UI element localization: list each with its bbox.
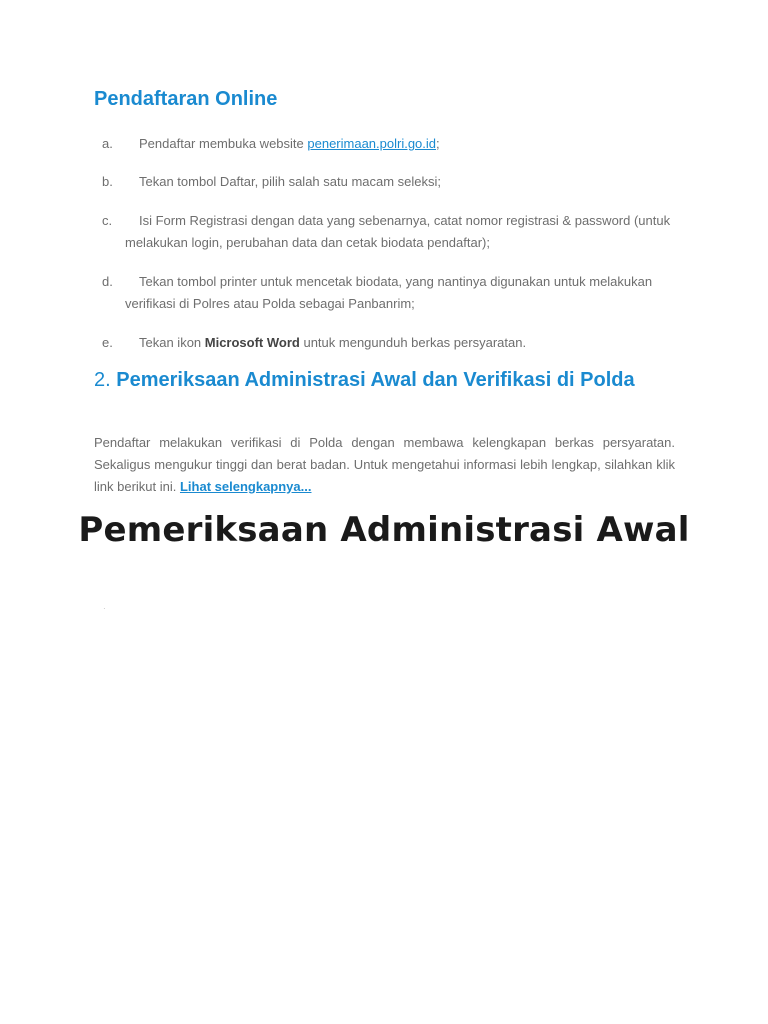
list-item-text bbox=[125, 332, 675, 354]
see-more-link[interactable]: Lihat selengkapnya... bbox=[179, 479, 312, 494]
step-e-text: Tekan ikon bbox=[139, 335, 205, 350]
section-heading-pendaftaran-online: Pendaftaran Online bbox=[94, 88, 278, 110]
list-marker: d. bbox=[102, 274, 113, 289]
list-marker: a. bbox=[102, 136, 113, 151]
step-a-text: Pendaftar membuka website bbox=[139, 136, 308, 151]
section-title: Pemeriksaan Administrasi Awal dan Verifikasi di Polda bbox=[116, 369, 635, 391]
stray-dot: · bbox=[103, 604, 106, 613]
list-item-text: Tekan tombol printer untuk mencetak biodata, yang nantinya digunakan untuk melakukan verifikasi di Polres atau Polda sebagai Panbanrim; bbox=[125, 274, 653, 311]
list-marker: c. bbox=[102, 213, 113, 228]
list-item-text: Isi Form Registrasi dengan data yang sebenarnya, catat nomor registrasi & password (untuk melakukan login, perubahan data dan cetak biodata pendaftar); bbox=[125, 213, 671, 250]
verification-paragraph bbox=[94, 432, 675, 498]
website-link[interactable]: penerimaan.polri.go.id bbox=[307, 136, 437, 151]
paragraph-text: Pendaftar melakukan verifikasi di Polda dengan membawa kelengkapan berkas persyaratan. Sekaligus mengukur tinggi dan berat badan. Untuk mengetahui informasi lebih lengkap, silahkan klik link berikut ini. bbox=[94, 435, 675, 494]
large-heading: Pemeriksaan Administrasi Awal bbox=[78, 510, 690, 550]
step-e-suffix: untuk mengunduh berkas persyaratan. bbox=[299, 335, 527, 350]
list-marker: b. bbox=[102, 174, 113, 189]
section-heading-verifikasi bbox=[94, 368, 684, 393]
step-a-suffix: ; bbox=[436, 136, 440, 151]
section-number: 2. bbox=[94, 369, 111, 391]
list-item-text bbox=[125, 133, 675, 155]
list-marker: e. bbox=[102, 335, 113, 350]
microsoft-word-label: Microsoft Word bbox=[204, 335, 300, 350]
list-item-text: Tekan tombol Daftar, pilih salah satu macam seleksi; bbox=[139, 174, 442, 189]
